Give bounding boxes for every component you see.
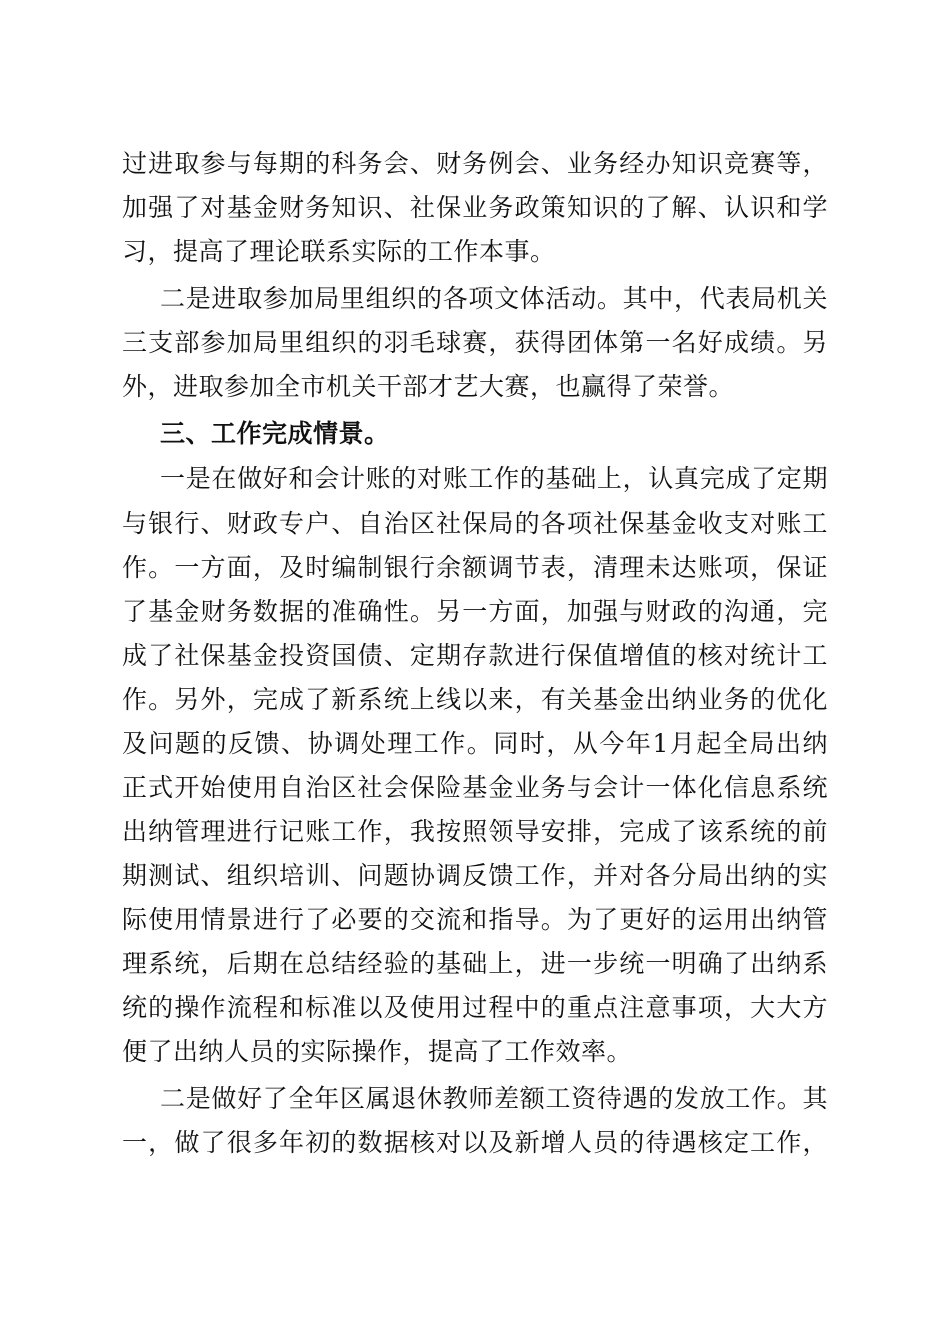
text-line-17: 期测试、组织培训、问题协调反馈工作，并对各分局出纳的实 [122, 861, 828, 890]
text-line-4: 二是进取参加局里组织的各项文体活动。其中，代表局机关 [160, 284, 828, 313]
text-line-18: 际使用情景进行了必要的交流和指导。为了更好的运用出纳管 [122, 905, 828, 934]
text-line-6: 外，进取参加全市机关干部才艺大赛，也赢得了荣誉。 [122, 372, 735, 401]
text-line-5: 三支部参加局里组织的羽毛球赛，获得团体第一名好成绩。另 [122, 328, 828, 357]
text-line-3: 习，提高了理论联系实际的工作本事。 [122, 237, 556, 266]
text-line-8: 一是在做好和会计账的对账工作的基础上，认真完成了定期 [160, 464, 828, 493]
text-line-14: 及问题的反馈、协调处理工作。同时，从今年1月起全局出纳 [122, 729, 828, 758]
text-line-21: 便了出纳人员的实际操作，提高了工作效率。 [122, 1037, 633, 1066]
text-line-19: 理系统，后期在总结经验的基础上，进一步统一明确了出纳系 [122, 949, 828, 978]
text-line-13: 作。另外，完成了新系统上线以来，有关基金出纳业务的优化 [122, 685, 828, 714]
text-line-2: 加强了对基金财务知识、社保业务政策知识的了解、认识和学 [122, 193, 828, 222]
text-line-11: 了基金财务数据的准确性。另一方面，加强与财政的沟通，完 [122, 597, 828, 626]
text-line-16: 出纳管理进行记账工作，我按照领导安排，完成了该系统的前 [122, 817, 828, 846]
text-line-10: 作。一方面，及时编制银行余额调节表，清理未达账项，保证 [122, 553, 828, 582]
section-heading: 三、工作完成情景。 [160, 419, 390, 448]
text-line-15: 正式开始使用自治区社会保险基金业务与会计一体化信息系统 [122, 773, 828, 802]
text-line-20: 统的操作流程和标准以及使用过程中的重点注意事项，大大方 [122, 993, 828, 1022]
text-line-23: 一，做了很多年初的数据核对以及新增人员的待遇核定工作， [122, 1128, 828, 1157]
text-line-1: 过进取参与每期的科务会、财务例会、业务经办知识竞赛等， [122, 149, 828, 178]
text-line-12: 成了社保基金投资国债、定期存款进行保值增值的核对统计工 [122, 641, 828, 670]
text-line-22: 二是做好了全年区属退休教师差额工资待遇的发放工作。其 [160, 1084, 828, 1113]
text-line-9: 与银行、财政专户、自治区社保局的各项社保基金收支对账工 [122, 509, 828, 538]
